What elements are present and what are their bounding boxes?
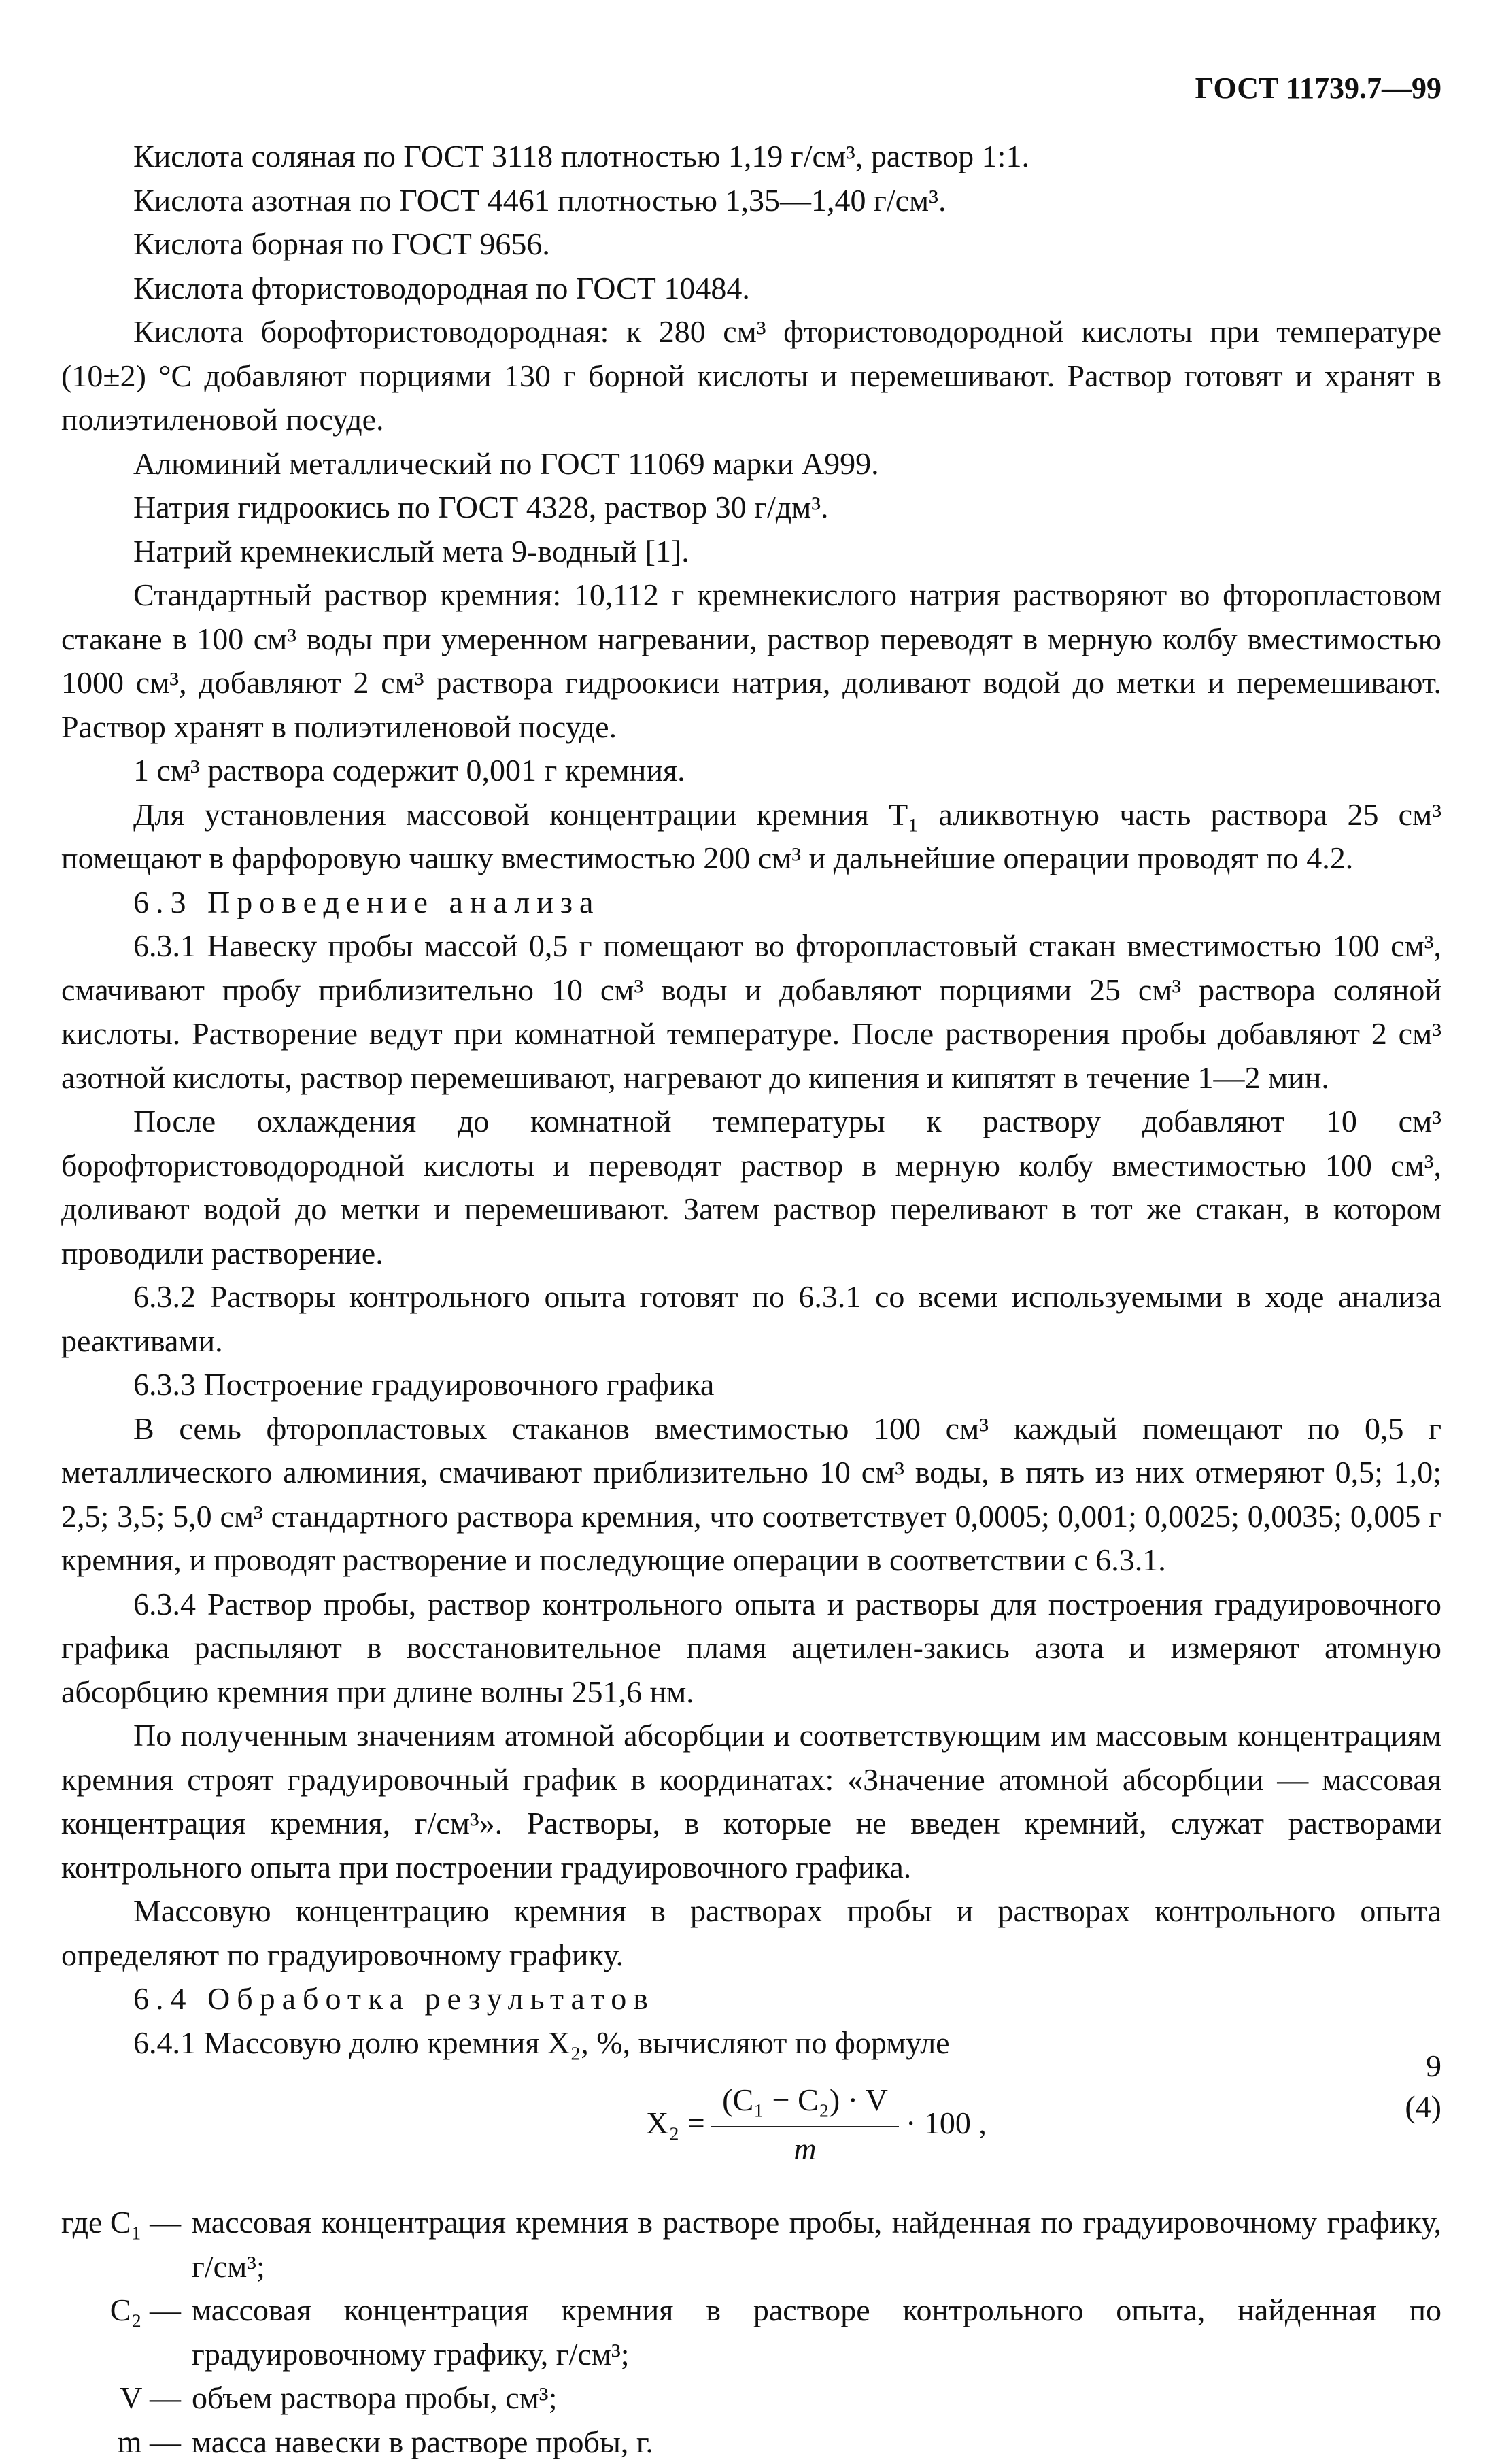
paragraph: Кислота борная по ГОСТ 9656. [61, 222, 1441, 267]
paragraph: По полученным значениям атомной абсорбции и соответствующим им массовым концентрациям кремния строят градуировочный график в координатах: «Значение атомной абсорбции — массовая концентрация кремния, г/см³». Растворы, в которые не введен кремний, служат растворами контрольного опыта при построении градуировочного графика. [61, 1714, 1441, 1889]
definition-symbol: C₂ — [61, 2289, 192, 2376]
paragraph: 1 см³ раствора содержит 0,001 г кремния. [61, 749, 1441, 793]
section-heading: 6.4 Обработка результатов [61, 1977, 1441, 2021]
definition-symbol: m — [61, 2420, 192, 2464]
definition-symbol: где C₁ — [61, 2201, 192, 2289]
definition-text: масса навески в растворе пробы, г. [192, 2420, 1441, 2464]
paragraph: Стандартный раствор кремния: 10,112 г кремнекислого натрия растворяют во фторопластовом стакане в 100 см³ воды при умеренном нагревании, раствор переводят в мерную колбу вместимостью 1000 см³, добавляют 2 см³ раствора гидроокиси натрия, доливают водой до метки и перемешивают. Раствор хранят в полиэтиленовой посуде. [61, 573, 1441, 749]
formula-denominator: m [711, 2127, 899, 2172]
paragraph: 6.3.1 Навеску пробы массой 0,5 г помещают во фторопластовый стакан вместимостью 100 см³, смачивают пробу приблизительно 10 см³ воды и добавляют порциями 25 см³ раствора соляной кислоты. Растворение ведут при комнатной температуре. После растворения пробы добавляют 2 см³ азотной кислоты, раствор перемешивают, нагревают до кипения и кипятят в течение 1—2 мин. [61, 924, 1441, 1100]
paragraph: 6.4.1 Массовую долю кремния X₂, %, вычисляют по формуле [61, 2021, 1441, 2065]
definition-item [61, 2420, 1441, 2464]
document-page [61, 61, 1441, 2102]
section-heading: 6.3 Проведение анализа [61, 881, 1441, 925]
paragraph: Кислота борофтористоводородная: к 280 см³ фтористоводородной кислоты при температуре (10±2) °С добавляют порциями 130 г борной кислоты и перемешивают. Раствор готовят и хранят в полиэтиленовой посуде. [61, 310, 1441, 442]
definition-text: массовая концентрация кремния в растворе пробы, найденная по градуировочному графику, г/см³; [192, 2201, 1441, 2289]
paragraph: В семь фторопластовых стаканов вместимостью 100 см³ каждый помещают по 0,5 г металлического алюминия, смачивают приблизительно 10 см³ воды, в пять из них отмеряют 0,5; 1,0; 2,5; 3,5; 5,0 см³ стандартного раствора кремния, что соответствует 0,0005; 0,001; 0,0025; 0,0035; 0,005 г кремния, и проводят растворение и последующие операции в соответствии с 6.3.1. [61, 1407, 1441, 1583]
paragraph: Натрия гидроокись по ГОСТ 4328, раствор 30 г/дм³. [61, 486, 1441, 530]
formula-number: (4) [1405, 2085, 1441, 2129]
formula-4 [61, 2065, 1441, 2201]
formula-numerator: (C₁ − C₂) · V [711, 2078, 899, 2123]
subsection-heading: 6.3.3 Построение градуировочного графика [61, 1363, 1441, 1407]
definition-text: объем раствора пробы, см³; [192, 2376, 1441, 2420]
paragraph: Кислота фтористоводородная по ГОСТ 10484. [61, 267, 1441, 311]
definition-symbol: V — [61, 2376, 192, 2420]
definitions-list [61, 2201, 1441, 2464]
document-body [61, 135, 1441, 2464]
paragraph: Массовую концентрацию кремния в растворах пробы и растворах контрольного опыта определяют по градуировочному графику. [61, 1889, 1441, 1977]
definition-item [61, 2376, 1441, 2420]
paragraph: После охлаждения до комнатной температуры к раствору добавляют 10 см³ борофтористоводородной кислоты и переводят раствор в мерную колбу вместимостью 100 см³, доливают водой до метки и перемешивают. Затем раствор переливают в тот же стакан, в котором проводили растворение. [61, 1100, 1441, 1275]
page-number: 9 [1426, 2044, 1441, 2089]
paragraph: Кислота соляная по ГОСТ 3118 плотностью 1,19 г/см³, раствор 1:1. [61, 135, 1441, 179]
formula-lhs: X₂ = [646, 2102, 705, 2146]
document-header: ГОСТ 11739.7—99 [1195, 67, 1441, 111]
formula-multiplier: · 100 , [906, 2102, 987, 2146]
definition-item [61, 2201, 1441, 2289]
definition-item [61, 2289, 1441, 2376]
paragraph: 6.3.4 Раствор пробы, раствор контрольного опыта и растворы для построения градуировочного графика распыляют в восстановительное пламя ацетилен-закись азота и измеряют атомную абсорбцию кремния при длине волны 251,6 нм. [61, 1583, 1441, 1715]
paragraph: Натрий кремнекислый мета 9-водный [1]. [61, 530, 1441, 574]
paragraph: Кислота азотная по ГОСТ 4461 плотностью 1,35—1,40 г/см³. [61, 179, 1441, 223]
paragraph: Для установления массовой концентрации кремния T₁ аликвотную часть раствора 25 см³ помещают в фарфоровую чашку вместимостью 200 см³ и дальнейшие операции проводят по 4.2. [61, 793, 1441, 881]
paragraph: 6.3.2 Растворы контрольного опыта готовят по 6.3.1 со всеми используемыми в ходе анализа реактивами. [61, 1275, 1441, 1363]
paragraph: Алюминий металлический по ГОСТ 11069 марки А999. [61, 442, 1441, 486]
definition-text: массовая концентрация кремния в растворе контрольного опыта, найденная по градуировочному графику, г/см³; [192, 2289, 1441, 2376]
